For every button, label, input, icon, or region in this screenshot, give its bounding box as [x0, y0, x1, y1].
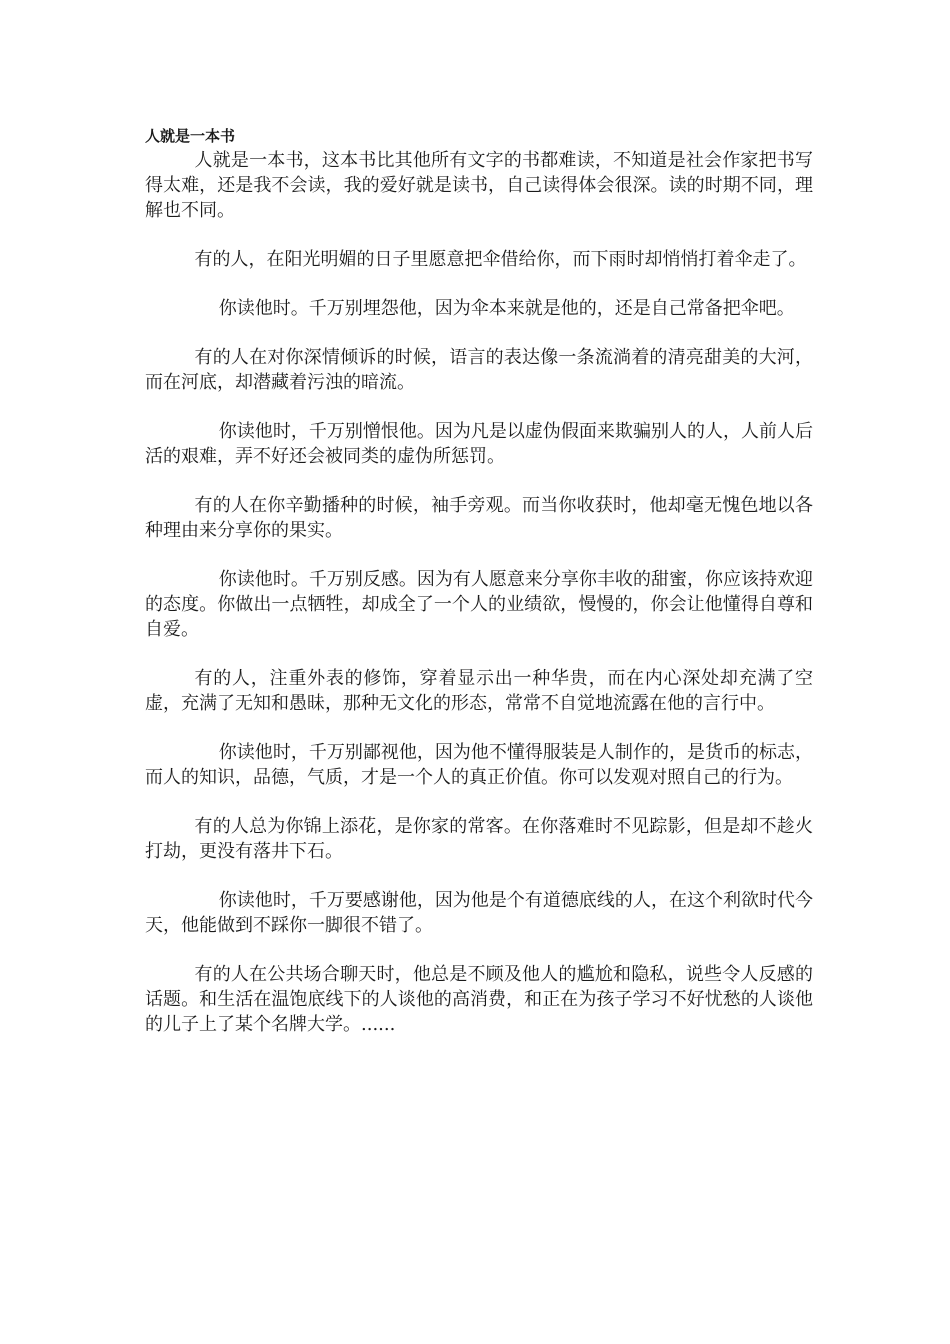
paragraph-appearance-response: 你读他时，千万别鄙视他，因为他不懂得服装是人制作的，是货币的标志，而人的知识，品德，气质，才是一个人的真正价值。你可以发观对照自己的行为。	[145, 742, 813, 788]
paragraph-guest-response: 你读他时，千万要感谢他，因为他是个有道德底线的人，在这个利欲时代今天，他能做到不踩你一脚很不错了。	[145, 890, 813, 936]
paragraph-intro: 人就是一本书，这本书比其他所有文字的书都难读，不知道是社会作家把书写得太难，还是我不会读，我的爱好就是读书，自己读得体会很深。读的时期不同，理解也不同。	[145, 150, 813, 221]
paragraph-public-talk: 有的人在公共场合聊天时，他总是不顾及他人的尴尬和隐私，说些令人反感的话题。和生活在温饱底线下的人谈他的高消费，和正在为孩子学习不好忧愁的人谈他的儿子上了某个名牌大学。......	[145, 964, 813, 1035]
paragraph-confide: 有的人在对你深情倾诉的时候，语言的表达像一条流淌着的清亮甜美的大河，而在河底，却潜藏着污浊的暗流。	[145, 347, 813, 393]
paragraph-umbrella: 有的人，在阳光明媚的日子里愿意把伞借给你，而下雨时却悄悄打着伞走了。	[194, 249, 807, 270]
paragraph-confide-response: 你读他时，千万别憎恨他。因为凡是以虚伪假面来欺骗别人的人，人前人后活的艰难，弄不好还会被同类的虚伪所惩罚。	[145, 421, 813, 467]
document-title: 人就是一本书	[145, 127, 236, 145]
paragraph-harvest-response: 你读他时。千万别反感。因为有人愿意来分享你丰收的甜蜜，你应该持欢迎的态度。你做出一点牺牲，却成全了一个人的业绩欲，慢慢的，你会让他懂得自尊和自爱。	[145, 569, 813, 640]
paragraph-umbrella-response: 你读他时。千万别埋怨他，因为伞本来就是他的，还是自己常备把伞吧。	[218, 298, 795, 319]
document-page	[145, 124, 813, 1061]
paragraph-appearance: 有的人，注重外表的修饰，穿着显示出一种华贵，而在内心深处却充满了空虚，充满了无知和愚昧，那种无文化的形态，常常不自觉地流露在他的言行中。	[145, 668, 813, 714]
paragraph-guest: 有的人总为你锦上添花，是你家的常客。在你落难时不见踪影，但是却不趁火打劫，更没有落井下石。	[145, 816, 813, 862]
paragraph-harvest: 有的人在你辛勤播种的时候，袖手旁观。而当你收获时，他却毫无愧色地以各种理由来分享你的果实。	[145, 495, 813, 541]
